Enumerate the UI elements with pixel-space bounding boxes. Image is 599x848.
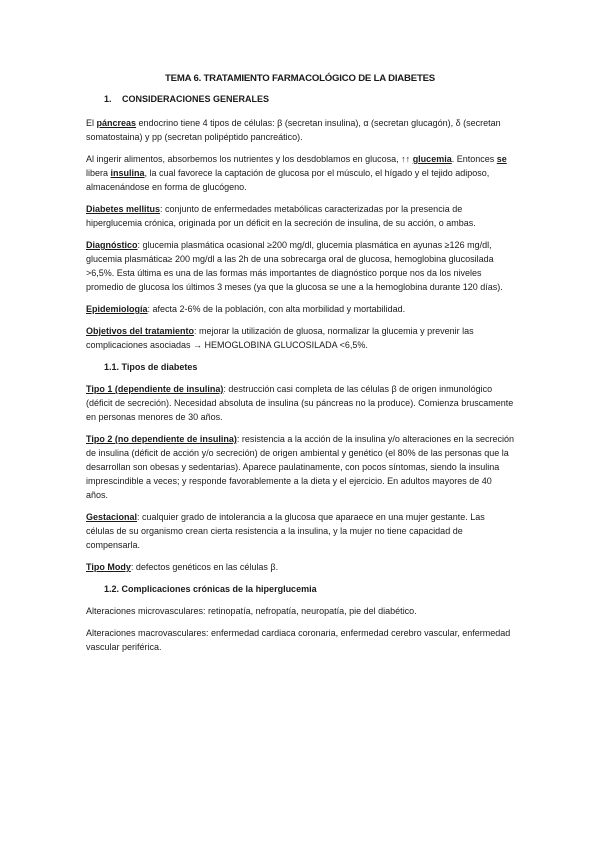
term-tipo-mody: Tipo Mody [86,562,131,572]
term-glucemia: glucemia [412,154,452,164]
paragraph-microvasculares: Alteraciones microvasculares: retinopatía, nefropatía, neuropatía, pie del diabético. [86,606,417,616]
document-body [86,72,514,662]
paragraph-gestacional [86,510,514,552]
section-heading-1 [104,92,514,106]
term-epidemiologia: Epidemiología [86,304,148,314]
paragraph-diabetes-mellitus [86,202,514,230]
text-run: libera [86,168,111,178]
term-pancreas: páncreas [96,118,137,128]
definition-text: : resistencia a la acción de la insulina y/o alteraciones en la secreción de insulina (déficit de acción y/o secreción) de origen ambiental y genético (el 80% de las personas que la desarrollan son obesas y sedentarias). Aparece paulatinamente, con pocos síntomas, siendo la insulina imprescindible a veces; y responde favorablemente a la dieta y el ejercicio. En adultos mayores de 40 años. [86,434,514,500]
text-run: El [86,118,97,128]
definition-text: : afecta 2-6% de la población, con alta morbilidad y mortabilidad. [147,304,406,314]
paragraph-tipo-1 [86,382,514,424]
definition-text: : cualquier grado de intolerancia a la glucosa que aparaece en una mujer gestante. Las células de su organismo crean cierta resistencia a la insulina, y la mujer no tiene capacidad de compensarla. [86,512,485,550]
section-label: CONSIDERACIONES GENERALES [122,94,270,104]
text-run: endocrino tiene 4 tipos de células: β (secretan insulina), α (secretan glucagón), δ (secretan somatostaina) y pp (secretan polipéptido pancreático). [86,118,501,142]
definition-text: : mejorar la utilización de gluosa, normalizar la glucemia y prevenir las complicaciones asociadas → HEMOGLOBINA GLUCOSILADA <6,5%. [86,326,474,350]
paragraph-macrovasculares: Alteraciones macrovasculares: enfermedad cardiaca coronaria, enfermedad cerebro vascular, enfermedad vascular periférica. [86,628,511,652]
text-run: . Entonces [451,154,497,164]
document-title: TEMA 6. TRATAMIENTO FARMACOLÓGICO DE LA DIABETES [164,73,436,84]
paragraph-diagnostico [86,238,514,294]
paragraph-pancreas [86,116,514,144]
term-insulina: insulina [110,168,145,178]
arrows-up-icon: ↑↑ [401,154,411,164]
term-objetivos: Objetivos del tratamiento [86,326,195,336]
text-run: , la cual favorece la captación de glucosa por el músculo, el hígado y el tejido adiposo, almacenándose en forma de glucógeno. [86,168,490,192]
text-run: Al ingerir alimentos, absorbemos los nutrientes y los desdoblamos en glucosa, [86,154,402,164]
definition-text: : conjunto de enfermedades metabólicas caracterizadas por la presencia de hiperglucemia crónica, originada por un déficit en la secreción de insulina, de su acción, o ambas. [86,204,476,228]
section-heading-1-1: 1.1. Tipos de diabetes [104,362,198,372]
definition-text: : glucemia plasmática ocasional ≥200 mg/dl, glucemia plasmática en ayunas ≥126 mg/dl, glucemia plasmática≥ 200 mg/dl a las 2h de una sobrecarga oral de glucosa, hemoglobina glucosilada >6,5%. Esta última es una de las formas más importantes de diagnóstico porque nos da los niveles promedio de glucosa los últimos 3 meses (ya que la glucosa se une a la hemoglobina durante 120 días). [86,240,503,292]
term-tipo-1: Tipo 1 (dependiente de insulina) [86,384,224,394]
paragraph-glucose [86,152,514,194]
paragraph-epidemiologia [86,302,514,316]
term-gestacional: Gestacional [86,512,138,522]
term-diabetes-mellitus: Diabetes mellitus [86,204,161,214]
term-diagnostico: Diagnóstico [86,240,138,250]
paragraph-objetivos [86,324,514,352]
definition-text: : defectos genéticos en las células β. [130,562,279,572]
section-number: 1. [104,94,112,104]
section-heading-1-2: 1.2. Complicaciones crónicas de la hiperglucemia [104,584,317,594]
paragraph-tipo-2 [86,432,514,502]
term-tipo-2: Tipo 2 (no dependiente de insulina) [86,434,237,444]
term-se: se [496,154,507,164]
definition-text: : destrucción casi completa de las células β de origen inmunológico (déficit de secreción). Necesidad absoluta de insulina (su páncreas no la produce). Comienza bruscamente en personas menores de 30 años. [86,384,514,422]
paragraph-tipo-mody [86,560,514,574]
